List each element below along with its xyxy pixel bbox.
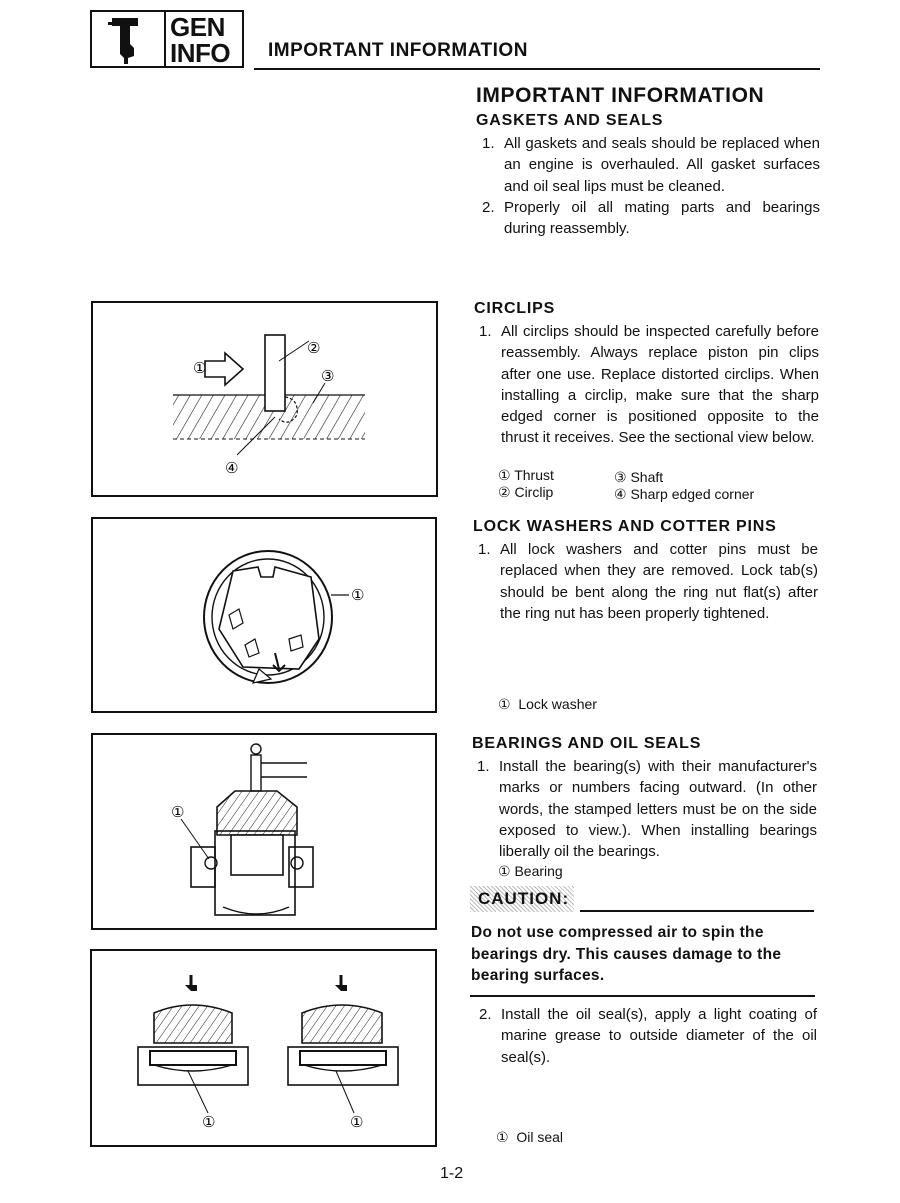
bearings-item-1: 1. Install the bearing(s) with their manufacturer's marks or numbers facing outward. (In other words, the stamped letters must be on the side exposed to view.). When installing bearings liberally oil the bearings. — [477, 758, 817, 861]
page-title: IMPORTANT INFORMATION — [476, 84, 765, 107]
figure-circlip — [91, 301, 438, 497]
chapter-tag-divider — [164, 10, 166, 68]
caution-top-rule — [580, 910, 814, 912]
gaskets-item-1: 1. All gaskets and seals should be replaced when an engine is overhauled. All gasket surfaces and oil seal lips must be cleaned. — [482, 135, 820, 195]
section-heading-lock-washers: LOCK WASHERS AND COTTER PINS — [473, 518, 777, 535]
thrust-arrow — [205, 353, 243, 385]
circlips-legend-4: ④ Sharp edged corner — [614, 486, 755, 502]
caution-bottom-rule — [470, 995, 815, 997]
page-header-title: IMPORTANT INFORMATION — [268, 40, 528, 61]
oil-seal-drawing — [92, 951, 435, 1145]
bearings-legend-1: ① Bearing — [498, 863, 563, 879]
circlips-item-1: 1. All circlips should be inspected carefully before reassembly. Always replace piston pin clips after one use. Replace distorted circlips. When installing a circlip, make sure that the sharp edged corner is positioned opposite to the thrust it receives. See the sectional view below. — [479, 323, 819, 447]
figure-lock-washer — [91, 517, 437, 713]
outboard-motor-icon — [104, 14, 156, 66]
section-heading-bearings: BEARINGS AND OIL SEALS — [472, 735, 702, 752]
header-rule — [254, 68, 820, 70]
circlips-legend-1: ① Thrust — [498, 467, 554, 483]
bearings-item-2: 2. Install the oil seal(s), apply a light coating of marine grease to outside diameter of the oil seal(s). — [479, 1006, 817, 1066]
circlips-legend-2: ② Circlip — [498, 484, 554, 500]
circlip-body — [265, 335, 285, 411]
oil-seal-left — [138, 975, 248, 1113]
lock-washer-callout-1: ① — [351, 586, 365, 604]
figure-bearing — [91, 733, 437, 930]
page-number: 1-2 — [440, 1165, 464, 1182]
lock-washers-item-1: 1. All lock washers and cotter pins must be replaced when they are removed. Lock tab(s) should be bent along the ring nut flat(s) after the ring nut has been properly tightened. — [478, 541, 818, 622]
chapter-tag-info: INFO — [170, 38, 231, 68]
caution-text: Do not use compressed air to spin the bearings dry. This causes damage to the bearing surfaces. — [471, 924, 782, 984]
bearing-callout-1: ① — [171, 803, 185, 821]
bearing-drawing — [93, 735, 435, 928]
circlips-legend-3: ③ Shaft — [614, 469, 664, 485]
oil-seal-right — [288, 975, 398, 1113]
oil-seal-callout-right: ① — [350, 1113, 364, 1131]
caution-label: CAUTION: — [470, 886, 574, 912]
circlip-callout-1: ① — [193, 359, 207, 377]
gaskets-item-2: 2. Properly oil all mating parts and bearings during reassembly. — [482, 199, 820, 238]
chapter-tag-gen: GEN — [170, 12, 225, 42]
lock-washer-drawing — [93, 519, 435, 711]
section-heading-circlips: CIRCLIPS — [474, 300, 556, 317]
oil-seal-legend-1: ① Oil seal — [496, 1129, 564, 1145]
figure-oil-seal — [90, 949, 437, 1147]
circlip-callout-2: ② — [307, 339, 321, 357]
circlip-callout-4: ④ — [225, 459, 239, 477]
circlip-drawing — [93, 303, 436, 495]
bearing-puller-rod — [251, 755, 261, 791]
section-heading-gaskets: GASKETS AND SEALS — [476, 112, 664, 129]
oil-seal-callout-left: ① — [202, 1113, 216, 1131]
bearing-housing — [217, 791, 297, 835]
lock-washers-legend-1: ① Lock washer — [498, 696, 597, 712]
circlip-callout-3: ③ — [321, 367, 335, 385]
